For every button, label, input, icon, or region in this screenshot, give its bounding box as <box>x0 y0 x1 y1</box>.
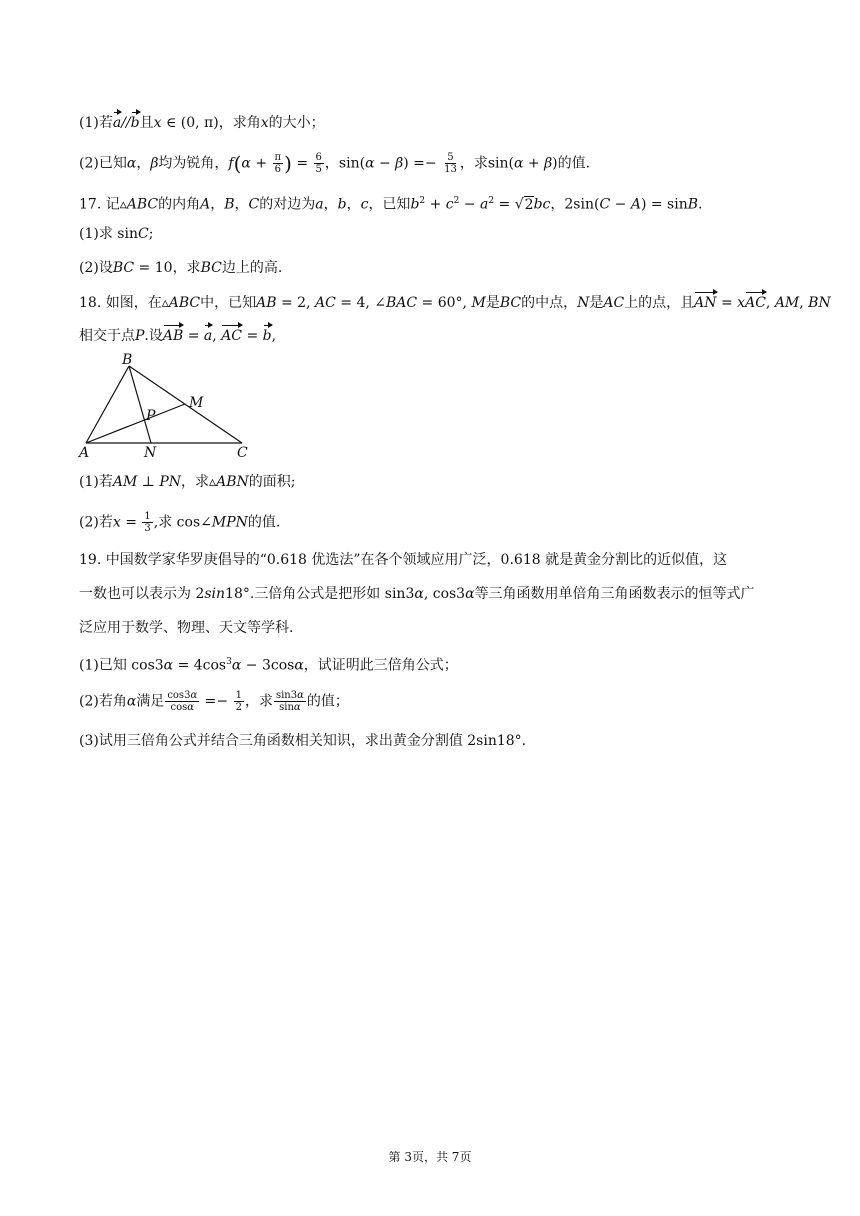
q17-part1: (1)求 sinC; <box>79 226 154 242</box>
triangle-figure <box>74 352 264 462</box>
page-footer: 第 3页，共 7页 <box>388 1150 472 1164</box>
q19-part2: (2)若角α满足 $\frac{\cos 3\alpha}{\cos\alpha}$ =− $\frac{1}{2}$ ，求 $\frac{\sin 3\alpha}{\sin\alpha}$ 的值； <box>79 690 349 713</box>
q19-stem-line2: 一数也可以表示为 2sin18°.三倍角公式是把形如 sin3α, cos3α等三角函数用单倍角三角函数表示的恒等式广 <box>79 586 755 602</box>
label-C: C <box>237 445 248 461</box>
q16-part1: (1)若a//b且x ∈ (0, π)，求角x的大小； <box>79 115 325 131</box>
q19-part1: (1)已知 $\cos 3\alpha = 4\cos^3\alpha - 3\cos\alpha$，试证明此三倍角公式； <box>79 657 458 674</box>
q17-stem: 17. 记▵ABC的内角A，B，C的对边为a，b，c，已知$b^2 + c^2 - a^2 = √2bc$，2sin(C − A) = sinB. <box>79 196 703 213</box>
label-N: N <box>144 445 157 461</box>
q17-part2: (2)设BC = 10，求BC边上的高. <box>79 260 283 276</box>
label-M: M <box>189 395 204 411</box>
q19-part3: (3)试用三倍角公式并结合三角函数相关知识，求出黄金分割值 2sin18°. <box>79 733 527 749</box>
q18-stem-line2: 相交于点P.设AB = a, AC = b, <box>79 328 277 344</box>
label-P: P <box>146 408 156 424</box>
label-B: B <box>122 352 133 368</box>
q19-stem-line1: 19. 中国数学家华罗庚倡导的“0.618 优选法”在各个领域应用广泛，0.618 就是黄金分割比的近似值，这 <box>79 552 728 568</box>
label-A: A <box>79 445 90 461</box>
q18-stem-line1: 18. 如图，在▵ABC中，已知AB = 2, AC = 4, ∠BAC = 60°, M是BC的中点，N是AC上的点，且AN = xAC, AM, BN <box>79 295 831 311</box>
q19-stem-line3: 泛应用于数学、物理、天文等学科. <box>79 620 294 636</box>
q16-part2: (2)已知α，β均为锐角，f(α + $\frac{\pi}{6}$ ) = $\frac{6}{5}$ ，sin(α − β) =− $\frac{5}{13}$ ，求sin(α + β)的值. <box>79 151 591 176</box>
q18-part1: (1)若AM ⊥ PN，求▵ABN的面积; <box>79 474 296 490</box>
q18-part2: (2)若x = $\frac{1}{3}$ ,求 cos∠MPN的值. <box>79 511 281 534</box>
